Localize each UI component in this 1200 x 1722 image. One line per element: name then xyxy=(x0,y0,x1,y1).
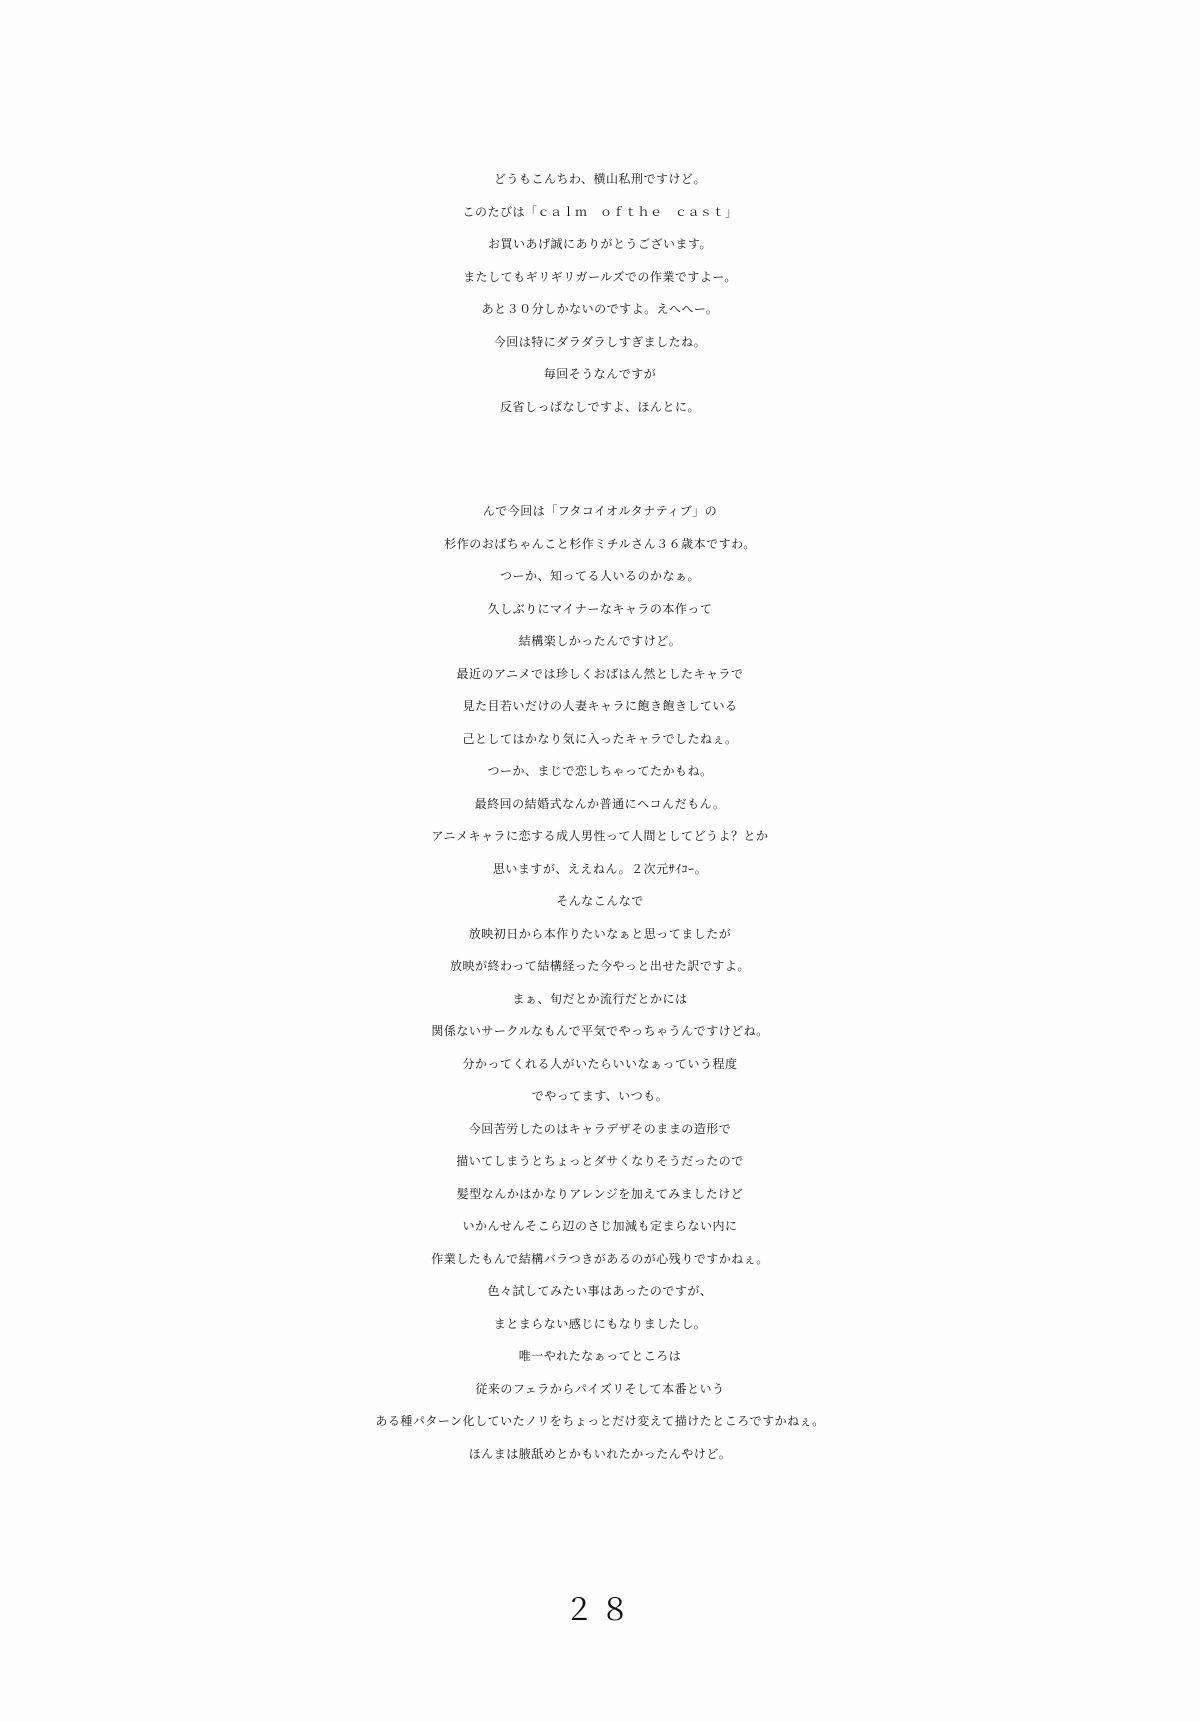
text-line: 久しぶりにマイナーなキャラの本作って xyxy=(487,601,713,616)
text-line: 見た目若いだけの人妻キャラに飽き飽きしている xyxy=(462,699,738,713)
text-line: またしてもギリギリガールズでの作業ですよー。 xyxy=(463,269,737,284)
text-line: 描いてしまうとちょっとダサくなりそうだったので xyxy=(456,1154,744,1168)
text-line: 分かってくれる人がいたらいいなぁっていう程度 xyxy=(462,1056,738,1071)
text-line: ほんまは腋舐めとかもいれたかったんやけど。 xyxy=(468,1446,732,1461)
text-line: 色々試してみたい事はあったのですが、 xyxy=(487,1284,713,1298)
text-line: 最近のアニメでは珍しくおばはん然としたキャラで xyxy=(456,666,744,681)
text-line: 毎回そうなんですが xyxy=(543,367,657,381)
text-line: 作業したもんで結構バラつきがあるのが心残りですかねぇ。 xyxy=(431,1251,769,1266)
text-line: まとまらない感じにもなりましたし。 xyxy=(493,1316,707,1331)
paragraph-greeting xyxy=(0,163,1200,423)
text-line: 今回は特にダラダラしすぎましたね。 xyxy=(493,334,707,349)
text-line: でやってます、いつも。 xyxy=(531,1089,669,1103)
text-line: 唯一やれたなぁってところは xyxy=(518,1349,682,1363)
text-line: 関係ないサークルなもんで平気でやっちゃうんですけどね。 xyxy=(431,1024,769,1038)
page-number: ２８ xyxy=(564,1593,636,1628)
text-line: 思いますが、ええねん。２次元ｻｲｺｰ。 xyxy=(492,861,708,876)
text-line: 最終回の結婚式なんか普通にヘコんだもん。 xyxy=(474,796,726,811)
text-line: 反省しっぱなしですよ、ほんとに。 xyxy=(499,399,700,414)
text-line: 放映が終わって結構経った今やっと出せた訳ですよ。 xyxy=(450,959,750,973)
paragraph-main xyxy=(0,495,1200,1470)
text-line: まぁ、旬だとか流行だとかには xyxy=(512,991,688,1006)
text-line: お買いあげ誠にありがとうございます。 xyxy=(487,237,713,251)
text-line: 髪型なんかはかなりアレンジを加えてみましたけど xyxy=(456,1186,744,1201)
text-line: 今回苦労したのはキャラデザそのままの造形で xyxy=(468,1121,732,1136)
text-line: どうもこんちわ、横山私刑ですけど。 xyxy=(493,172,707,186)
text-line: アニメキャラに恋する成人男性って人間としてどうよ？とか xyxy=(431,829,769,843)
text-line: 己としてはかなり気に入ったキャラでしたねぇ。 xyxy=(462,731,738,746)
text-line: 結構楽しかったんですけど。 xyxy=(518,634,682,648)
text-line: このたびは「ｃａｌｍ ｏｆｔｈｅ ｃａｓｔ」 xyxy=(462,204,738,219)
text-line: つーか、知ってる人いるのかなぁ。 xyxy=(499,569,700,583)
text-line: いかんせんそこら辺のさじ加減も定まらない内に xyxy=(462,1219,738,1233)
text-line: ある種パターン化していたノリをちょっとだけ変えて描けたところですかねぇ。 xyxy=(375,1414,825,1428)
text-line: 杉作のおばちゃんこと杉作ミチルさん３６歳本ですわ。 xyxy=(444,536,756,551)
text-line: 従来のフェラからパイズリそして本番という xyxy=(475,1381,725,1396)
text-line: んで今回は「フタコイオルタナティブ」の xyxy=(482,504,718,518)
text-line: つーか、まじで恋しちゃってたかもね。 xyxy=(487,764,713,778)
text-line: あと３０分しかないのですよ。えへへー。 xyxy=(481,302,719,316)
text-line: そんなこんなで xyxy=(556,894,644,908)
text-line: 放映初日から本作りたいなぁと思ってましたが xyxy=(468,926,732,941)
